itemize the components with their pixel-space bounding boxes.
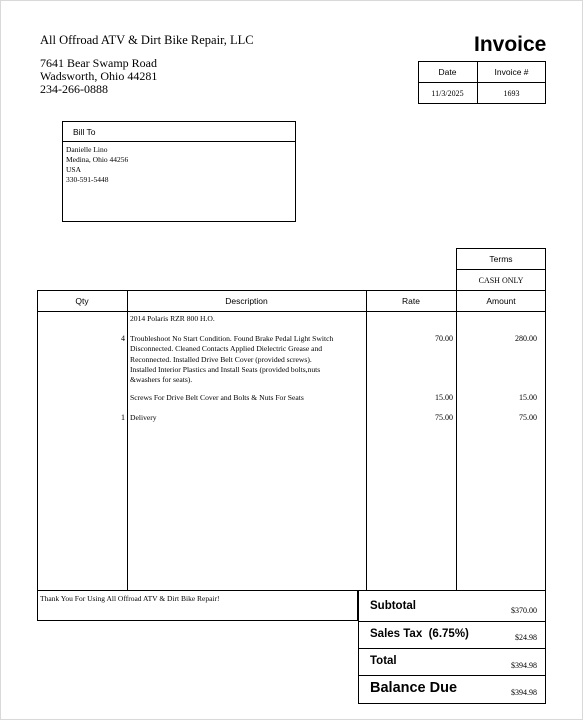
- table-row-amount: 15.00: [519, 393, 537, 402]
- sales-tax-label: Sales Tax (6.75%): [370, 628, 469, 640]
- table-row-description: Screws For Drive Belt Cover and Bolts & Nuts For Seats: [130, 393, 304, 402]
- bill-to-line: Medina, Ohio 44256: [66, 155, 129, 164]
- terms-label: Terms: [489, 254, 513, 264]
- col-divider-qty: [127, 290, 128, 591]
- bill-to-divider: [62, 141, 296, 142]
- summary-divider: [358, 621, 546, 622]
- table-row-amount: 280.00: [515, 334, 537, 343]
- company-city: Wadsworth, Ohio 44281: [40, 69, 158, 83]
- total-label: Total: [370, 655, 397, 667]
- bill-to-line: Danielle Lino: [66, 145, 108, 154]
- company-name: All Offroad ATV & Dirt Bike Repair, LLC: [40, 33, 254, 47]
- total-value: $394.98: [511, 661, 537, 670]
- invoice-number-value: 1693: [503, 89, 520, 98]
- company-street: 7641 Bear Swamp Road: [40, 56, 157, 70]
- summary-divider: [358, 675, 546, 676]
- invoice-number-label: Invoice #: [494, 67, 529, 77]
- bill-to-line: 330-591-5448: [66, 175, 109, 184]
- description-line: Installed Interior Plastics and Install Seats (provided bolts,nuts: [130, 364, 321, 374]
- summary-divider: [358, 648, 546, 649]
- table-row-rate: 15.00: [435, 393, 453, 402]
- table-row-amount: 75.00: [519, 413, 537, 422]
- date-label: Date: [438, 67, 457, 77]
- subtotal-value: $370.00: [511, 606, 537, 615]
- page-title: Invoice: [474, 33, 547, 56]
- table-row-description: Delivery: [130, 413, 157, 422]
- balance-due-label: Balance Due: [370, 680, 458, 696]
- date-value: 11/3/2025: [431, 89, 464, 98]
- rate-header: Rate: [402, 296, 420, 306]
- table-row-qty: 1: [121, 413, 125, 422]
- description-line: Reconnected. Installed Drive Belt Cover (provided screws).: [130, 354, 312, 364]
- bill-to-label: Bill To: [73, 127, 96, 137]
- bill-to-line: USA: [66, 165, 82, 174]
- amount-header: Amount: [486, 296, 516, 306]
- sales-tax-value: $24.98: [515, 633, 537, 642]
- description-line: &washers for seats).: [130, 375, 193, 385]
- thank-you-note: Thank You For Using All Offroad ATV & Dirt Bike Repair!: [40, 594, 220, 603]
- table-row-rate: 70.00: [435, 334, 453, 343]
- table-row-rate: 75.00: [435, 413, 453, 422]
- terms-value: CASH ONLY: [478, 276, 524, 285]
- meta-divider: [418, 82, 546, 83]
- company-phone: 234-266-0888: [40, 82, 108, 96]
- table-row-qty: 4: [121, 334, 125, 343]
- description-line: Disconnected. Cleaned Contacts Applied Dielectric Grease and: [130, 344, 323, 354]
- description-header: Description: [225, 296, 268, 306]
- subtotal-label: Subtotal: [370, 600, 416, 612]
- table-row-description: [130, 334, 333, 385]
- bill-to-address: [66, 145, 128, 185]
- description-line: Troubleshoot No Start Condition. Found Brake Pedal Light Switch: [130, 334, 334, 343]
- balance-due-value: $394.98: [511, 688, 537, 697]
- terms-divider: [456, 269, 546, 270]
- table-header-divider: [37, 311, 546, 312]
- qty-header: Qty: [75, 296, 89, 306]
- table-row-description: 2014 Polaris RZR 800 H.O.: [130, 314, 215, 323]
